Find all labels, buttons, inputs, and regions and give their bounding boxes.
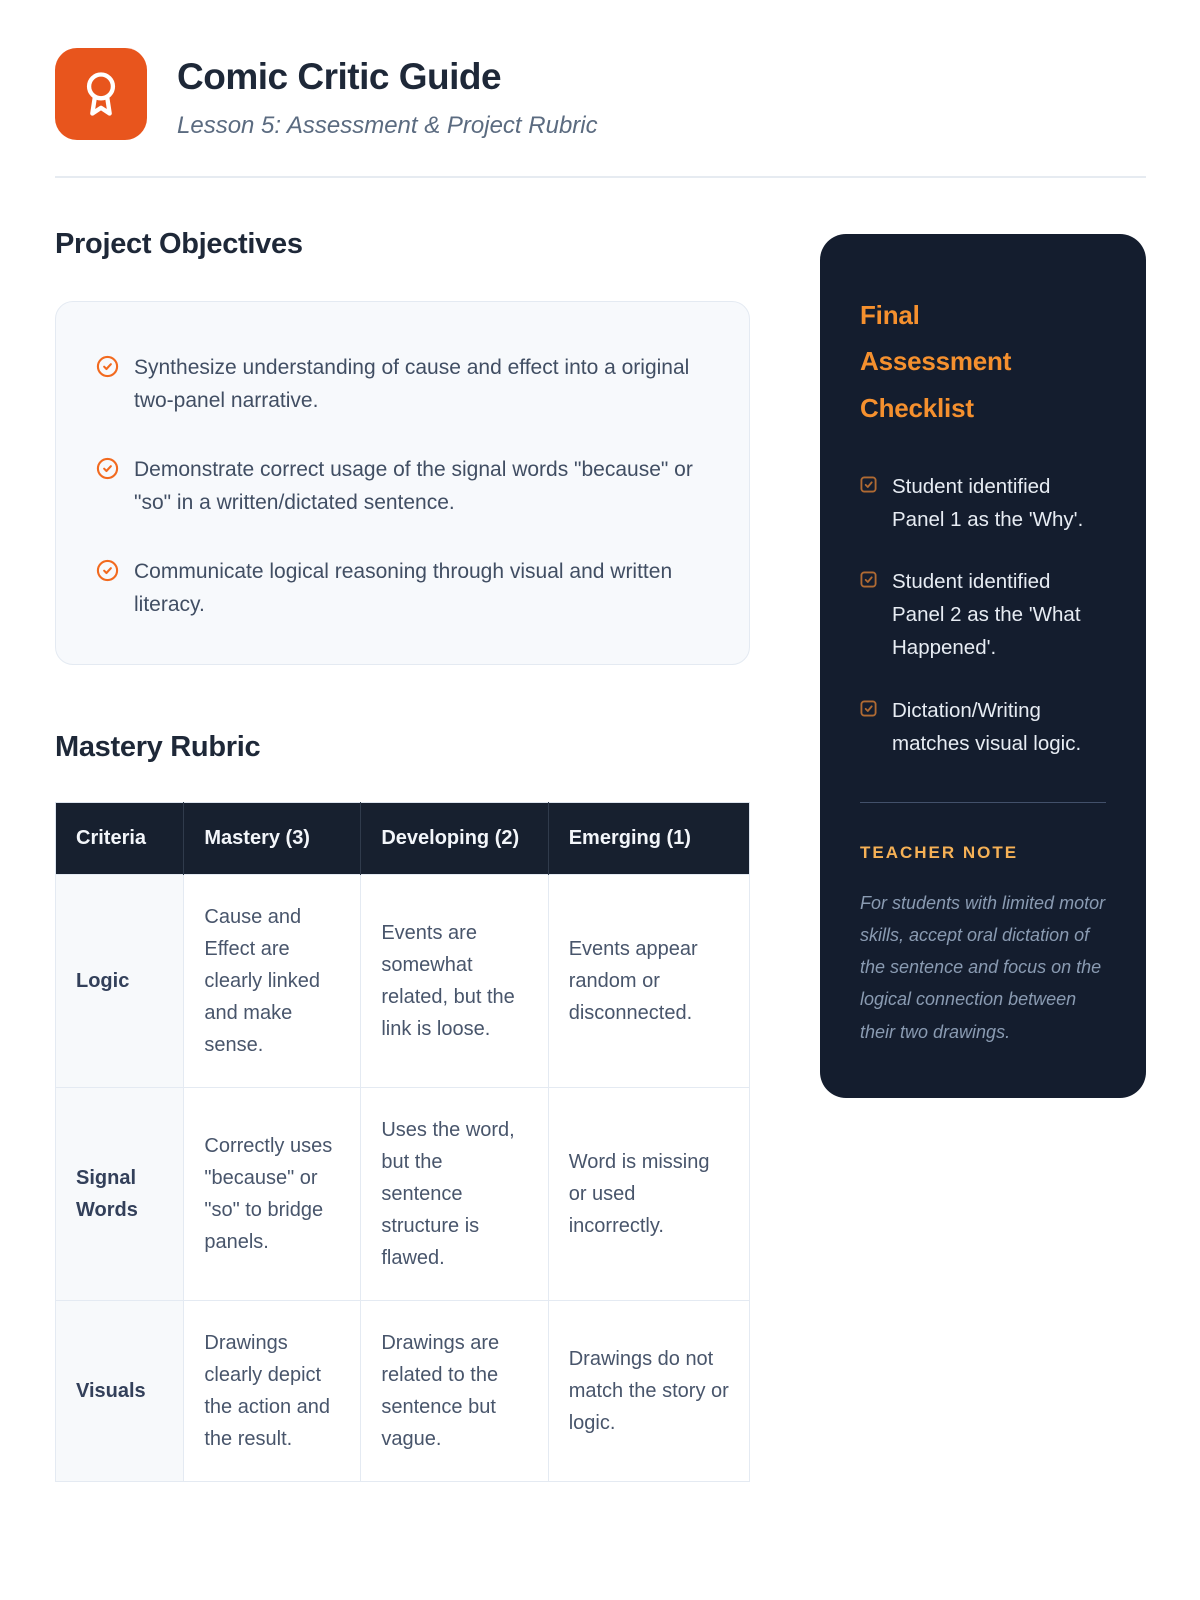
cell-developing: Events are somewhat related, but the link is loose.: [361, 874, 548, 1087]
table-row: [56, 874, 750, 1087]
mastery-rubric-table: [55, 802, 750, 1482]
objective-item: [96, 352, 704, 418]
rubric-heading: Mastery Rubric: [55, 730, 261, 763]
table-row: [56, 1300, 750, 1481]
page-header: [55, 0, 1146, 140]
final-assessment-card: [820, 234, 1146, 1098]
cell-mastery: Drawings clearly depict the action and the result.: [184, 1300, 361, 1481]
cell-emerging: Drawings do not match the story or logic.: [548, 1300, 749, 1481]
col-header-criteria: Criteria: [56, 802, 184, 874]
check-circle-icon: [96, 559, 119, 582]
sidebar-title: Final Assessment Checklist: [860, 300, 1012, 423]
col-header-mastery: Mastery (3): [184, 802, 361, 874]
teacher-note-text: For students with limited motor skills, accept oral dictation of the sentence and focus on the logical connection between their two drawings.: [860, 893, 1106, 1042]
sidebar-column: [820, 178, 1146, 1098]
rubric-table-header: [56, 802, 750, 874]
objective-text: Demonstrate correct usage of the signal words "because" or "so" in a written/dictated sentence.: [134, 457, 693, 514]
objective-text: Communicate logical reasoning through visual and written literacy.: [134, 559, 673, 616]
objective-item: [96, 556, 704, 622]
cell-emerging: Events appear random or disconnected.: [548, 874, 749, 1087]
page-subtitle: Lesson 5: Assessment & Project Rubric: [177, 112, 598, 139]
objectives-card: [55, 301, 750, 665]
checklist-item: [860, 695, 1106, 761]
cell-criteria: Logic: [56, 874, 184, 1087]
table-row: [56, 1087, 750, 1300]
header-text: [177, 48, 598, 140]
col-header-emerging: Emerging (1): [548, 802, 749, 874]
checklist-item-text: Dictation/Writing matches visual logic.: [892, 698, 1082, 755]
check-circle-icon: [96, 355, 119, 378]
objective-item: [96, 454, 704, 520]
cell-criteria: Visuals: [56, 1300, 184, 1481]
assessment-checklist: [860, 471, 1106, 761]
objective-text: Synthesize understanding of cause and effect into a original two-panel narrative.: [134, 356, 690, 412]
teacher-note-label: TEACHER NOTE: [860, 843, 1019, 863]
award-ribbon-icon: [75, 68, 127, 120]
rubric-table-body: [56, 874, 750, 1481]
objectives-heading: Project Objectives: [55, 228, 303, 260]
sidebar-divider: [860, 802, 1106, 803]
cell-mastery: Cause and Effect are clearly linked and make sense.: [184, 874, 361, 1087]
cell-developing: Uses the word, but the sentence structure is flawed.: [361, 1087, 548, 1300]
cell-mastery: Correctly uses "because" or "so" to bridge panels.: [184, 1087, 361, 1300]
main-column: [55, 178, 750, 1482]
objectives-list: [96, 352, 704, 622]
cell-emerging: Word is missing or used incorrectly.: [548, 1087, 749, 1300]
check-circle-icon: [96, 457, 119, 480]
checkbox-checked-icon: [860, 571, 877, 588]
checklist-item: [860, 566, 1106, 664]
checkbox-checked-icon: [860, 700, 877, 717]
cell-developing: Drawings are related to the sentence but vague.: [361, 1300, 548, 1481]
checklist-item: [860, 471, 1106, 537]
col-header-developing: Developing (2): [361, 802, 548, 874]
checkbox-checked-icon: [860, 476, 877, 493]
award-badge: [55, 48, 147, 140]
checklist-item-text: Student identified Panel 2 as the 'What Happened'.: [892, 570, 1081, 659]
cell-criteria: Signal Words: [56, 1087, 184, 1300]
checklist-item-text: Student identified Panel 1 as the 'Why'.: [892, 474, 1084, 531]
page-title: Comic Critic Guide: [177, 56, 502, 97]
content-columns: [55, 178, 1146, 1482]
